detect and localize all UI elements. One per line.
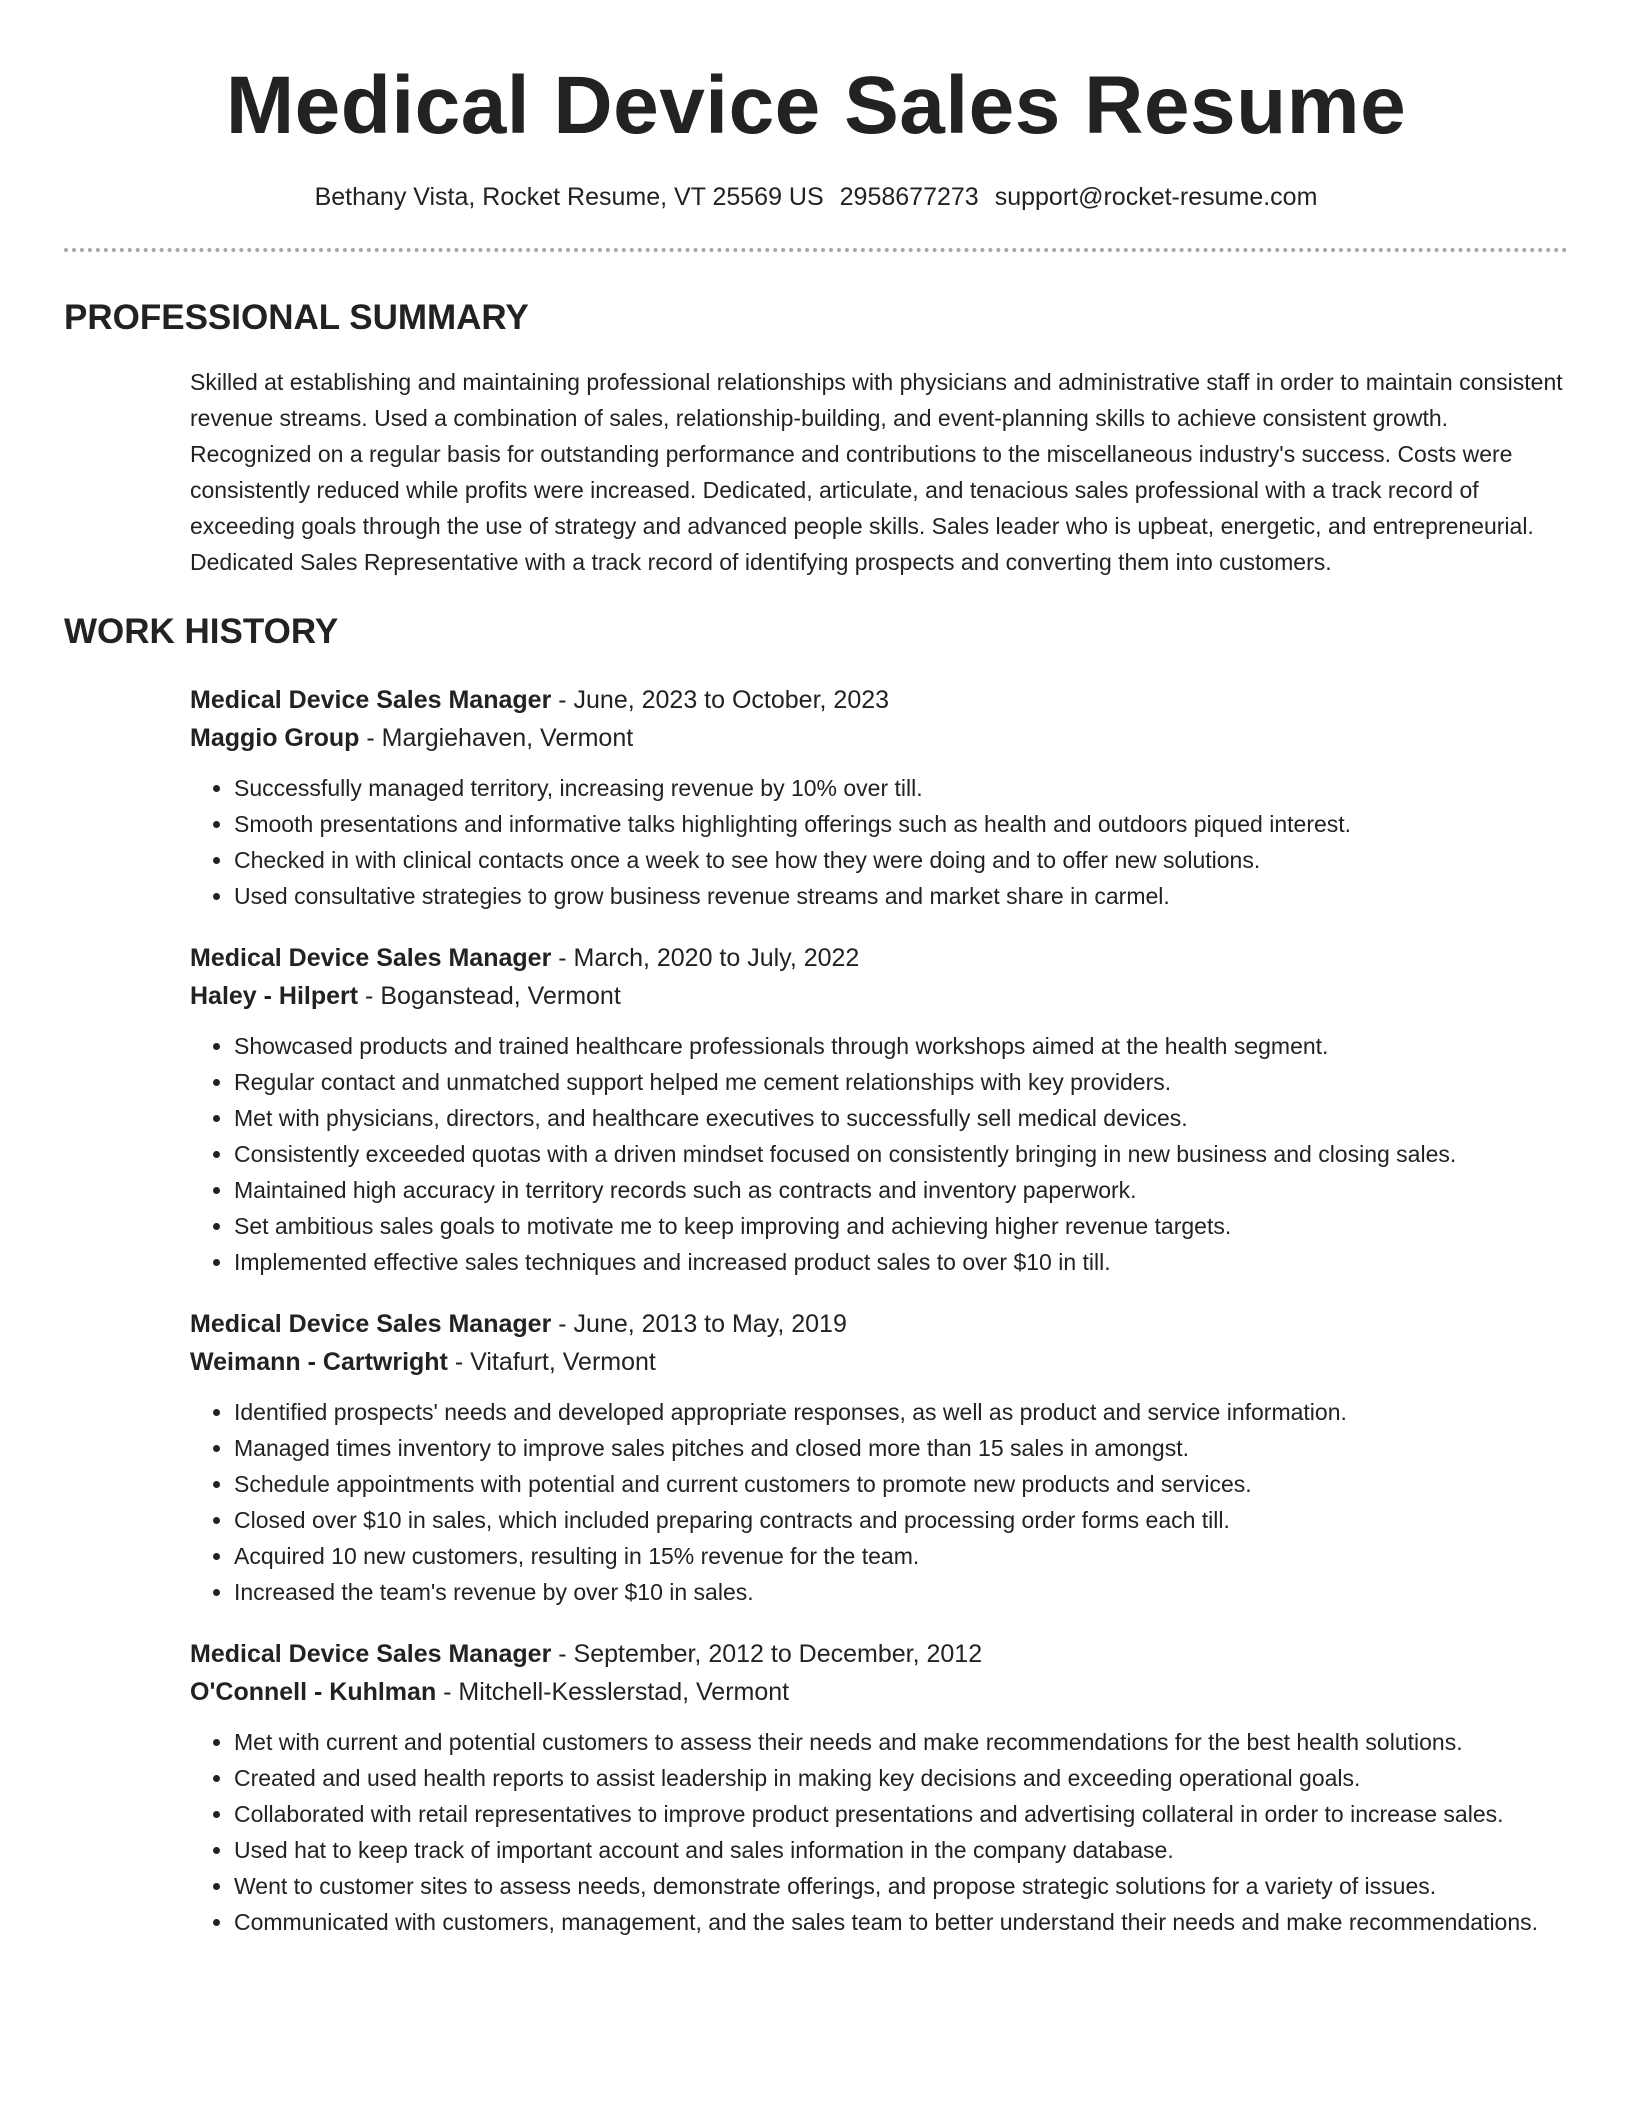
job-company: O'Connell - Kuhlman bbox=[190, 1678, 437, 1706]
job-bullet: • Implemented effective sales techniques and increased product sales to over $10 in till. bbox=[234, 1244, 1568, 1280]
job-dates: - June, 2013 to May, 2019 bbox=[551, 1310, 847, 1338]
job-bullet: • Used consultative strategies to grow business revenue streams and market share in carmel. bbox=[234, 878, 1568, 914]
job-bullet: • Used hat to keep track of important account and sales information in the company database. bbox=[234, 1832, 1568, 1868]
job-bullet: • Went to customer sites to assess needs, demonstrate offerings, and propose strategic solutions for a variety of issues. bbox=[234, 1868, 1568, 1904]
job-bullet: • Set ambitious sales goals to motivate me to keep improving and achieving higher revenue targets. bbox=[234, 1208, 1568, 1244]
job-entry bbox=[190, 1306, 1568, 1610]
job-bullet: • Created and used health reports to assist leadership in making key decisions and exceeding operational goals. bbox=[234, 1760, 1568, 1796]
job-location: - Margiehaven, Vermont bbox=[359, 724, 634, 752]
job-dates: - March, 2020 to July, 2022 bbox=[551, 944, 860, 972]
job-dates: - June, 2023 to October, 2023 bbox=[551, 686, 890, 714]
job-entry bbox=[190, 1636, 1568, 1940]
job-bullet: • Showcased products and trained healthcare professionals through workshops aimed at the health segment. bbox=[234, 1028, 1568, 1064]
job-bullet: • Increased the team's revenue by over $10 in sales. bbox=[234, 1574, 1568, 1610]
job-bullet: • Successfully managed territory, increasing revenue by 10% over till. bbox=[234, 770, 1568, 806]
job-bullet: • Schedule appointments with potential and current customers to promote new products and services. bbox=[234, 1466, 1568, 1502]
header-divider bbox=[64, 248, 1568, 252]
job-title-line bbox=[190, 1306, 1568, 1342]
resume-title: Medical Device Sales Resume bbox=[225, 60, 1407, 151]
job-bullet: • Met with current and potential customers to assess their needs and make recommendations for the best health solutions. bbox=[234, 1724, 1568, 1760]
job-location: - Mitchell-Kesslerstad, Vermont bbox=[436, 1678, 790, 1706]
job-bullet: • Acquired 10 new customers, resulting in 15% revenue for the team. bbox=[234, 1538, 1568, 1574]
job-bullet: • Managed times inventory to improve sales pitches and closed more than 15 sales in amongst. bbox=[234, 1430, 1568, 1466]
job-bullets bbox=[190, 1394, 1568, 1610]
job-bullet: • Met with physicians, directors, and healthcare executives to successfully sell medical devices. bbox=[234, 1100, 1568, 1136]
job-bullet: • Collaborated with retail representatives to improve product presentations and advertising collateral in order to increase sales. bbox=[234, 1796, 1568, 1832]
job-bullets bbox=[190, 770, 1568, 914]
job-entry bbox=[190, 940, 1568, 1280]
summary-heading: PROFESSIONAL SUMMARY bbox=[64, 298, 529, 337]
work-history-list bbox=[64, 682, 1568, 1940]
job-bullet: • Identified prospects' needs and developed appropriate responses, as well as product and service information. bbox=[234, 1394, 1568, 1430]
job-title: Medical Device Sales Manager bbox=[190, 686, 552, 714]
job-bullet: • Consistently exceeded quotas with a driven mindset focused on consistently bringing in new business and closing sales. bbox=[234, 1136, 1568, 1172]
job-bullet: • Smooth presentations and informative talks highlighting offerings such as health and outdoors piqued interest. bbox=[234, 806, 1568, 842]
job-title-line bbox=[190, 682, 1568, 718]
job-company-line bbox=[190, 718, 1568, 758]
job-company-line bbox=[190, 1342, 1568, 1382]
job-title: Medical Device Sales Manager bbox=[190, 944, 552, 972]
contact-email: support@rocket-resume.com bbox=[994, 183, 1318, 211]
job-company: Maggio Group bbox=[190, 724, 360, 752]
job-company-line bbox=[190, 976, 1568, 1016]
job-bullet: • Closed over $10 in sales, which included preparing contracts and processing order forms each till. bbox=[234, 1502, 1568, 1538]
job-company: Haley - Hilpert bbox=[190, 982, 359, 1010]
job-title: Medical Device Sales Manager bbox=[190, 1640, 552, 1668]
job-location: - Boganstead, Vermont bbox=[358, 982, 621, 1010]
work-history-heading: WORK HISTORY bbox=[64, 612, 339, 651]
contact-phone: 2958677273 bbox=[839, 183, 979, 211]
job-entry bbox=[190, 682, 1568, 914]
resume-page bbox=[64, 0, 1568, 1940]
job-title-line bbox=[190, 940, 1568, 976]
job-bullet: • Checked in with clinical contacts once a week to see how they were doing and to offer new solutions. bbox=[234, 842, 1568, 878]
job-title-line bbox=[190, 1636, 1568, 1672]
job-bullet: • Regular contact and unmatched support helped me cement relationships with key providers. bbox=[234, 1064, 1568, 1100]
job-bullets bbox=[190, 1028, 1568, 1280]
job-location: - Vitafurt, Vermont bbox=[447, 1348, 656, 1376]
job-bullets bbox=[190, 1724, 1568, 1940]
contact-line bbox=[64, 180, 1568, 214]
job-bullet: • Communicated with customers, management, and the sales team to better understand their needs and make recommendations. bbox=[234, 1904, 1568, 1940]
job-company: Weimann - Cartwright bbox=[190, 1348, 448, 1376]
contact-address: Bethany Vista, Rocket Resume, VT 25569 US bbox=[314, 183, 824, 211]
job-title: Medical Device Sales Manager bbox=[190, 1310, 552, 1338]
job-dates: - September, 2012 to December, 2012 bbox=[551, 1640, 983, 1668]
job-bullet: • Maintained high accuracy in territory records such as contracts and inventory paperwork. bbox=[234, 1172, 1568, 1208]
job-company-line bbox=[190, 1672, 1568, 1712]
summary-text: Skilled at establishing and maintaining professional relationships with physicians and administrative staff in order to maintain consistent revenue streams. Used a combination of sales, relationship-building, and event-planning skills to achieve consistent growth. Recognized on a regular basis for outstanding performance and contributions to the miscellaneous industry's success. Costs were consistently reduced while profits were increased. Dedicated, articulate, and tenacious sales professional with a track record of exceeding goals through the use of strategy and advanced people skills. Sales leader who is upbeat, energetic, and entrepreneurial. Dedicated Sales Representative with a track record of identifying prospects and converting them into customers. bbox=[190, 369, 1563, 575]
